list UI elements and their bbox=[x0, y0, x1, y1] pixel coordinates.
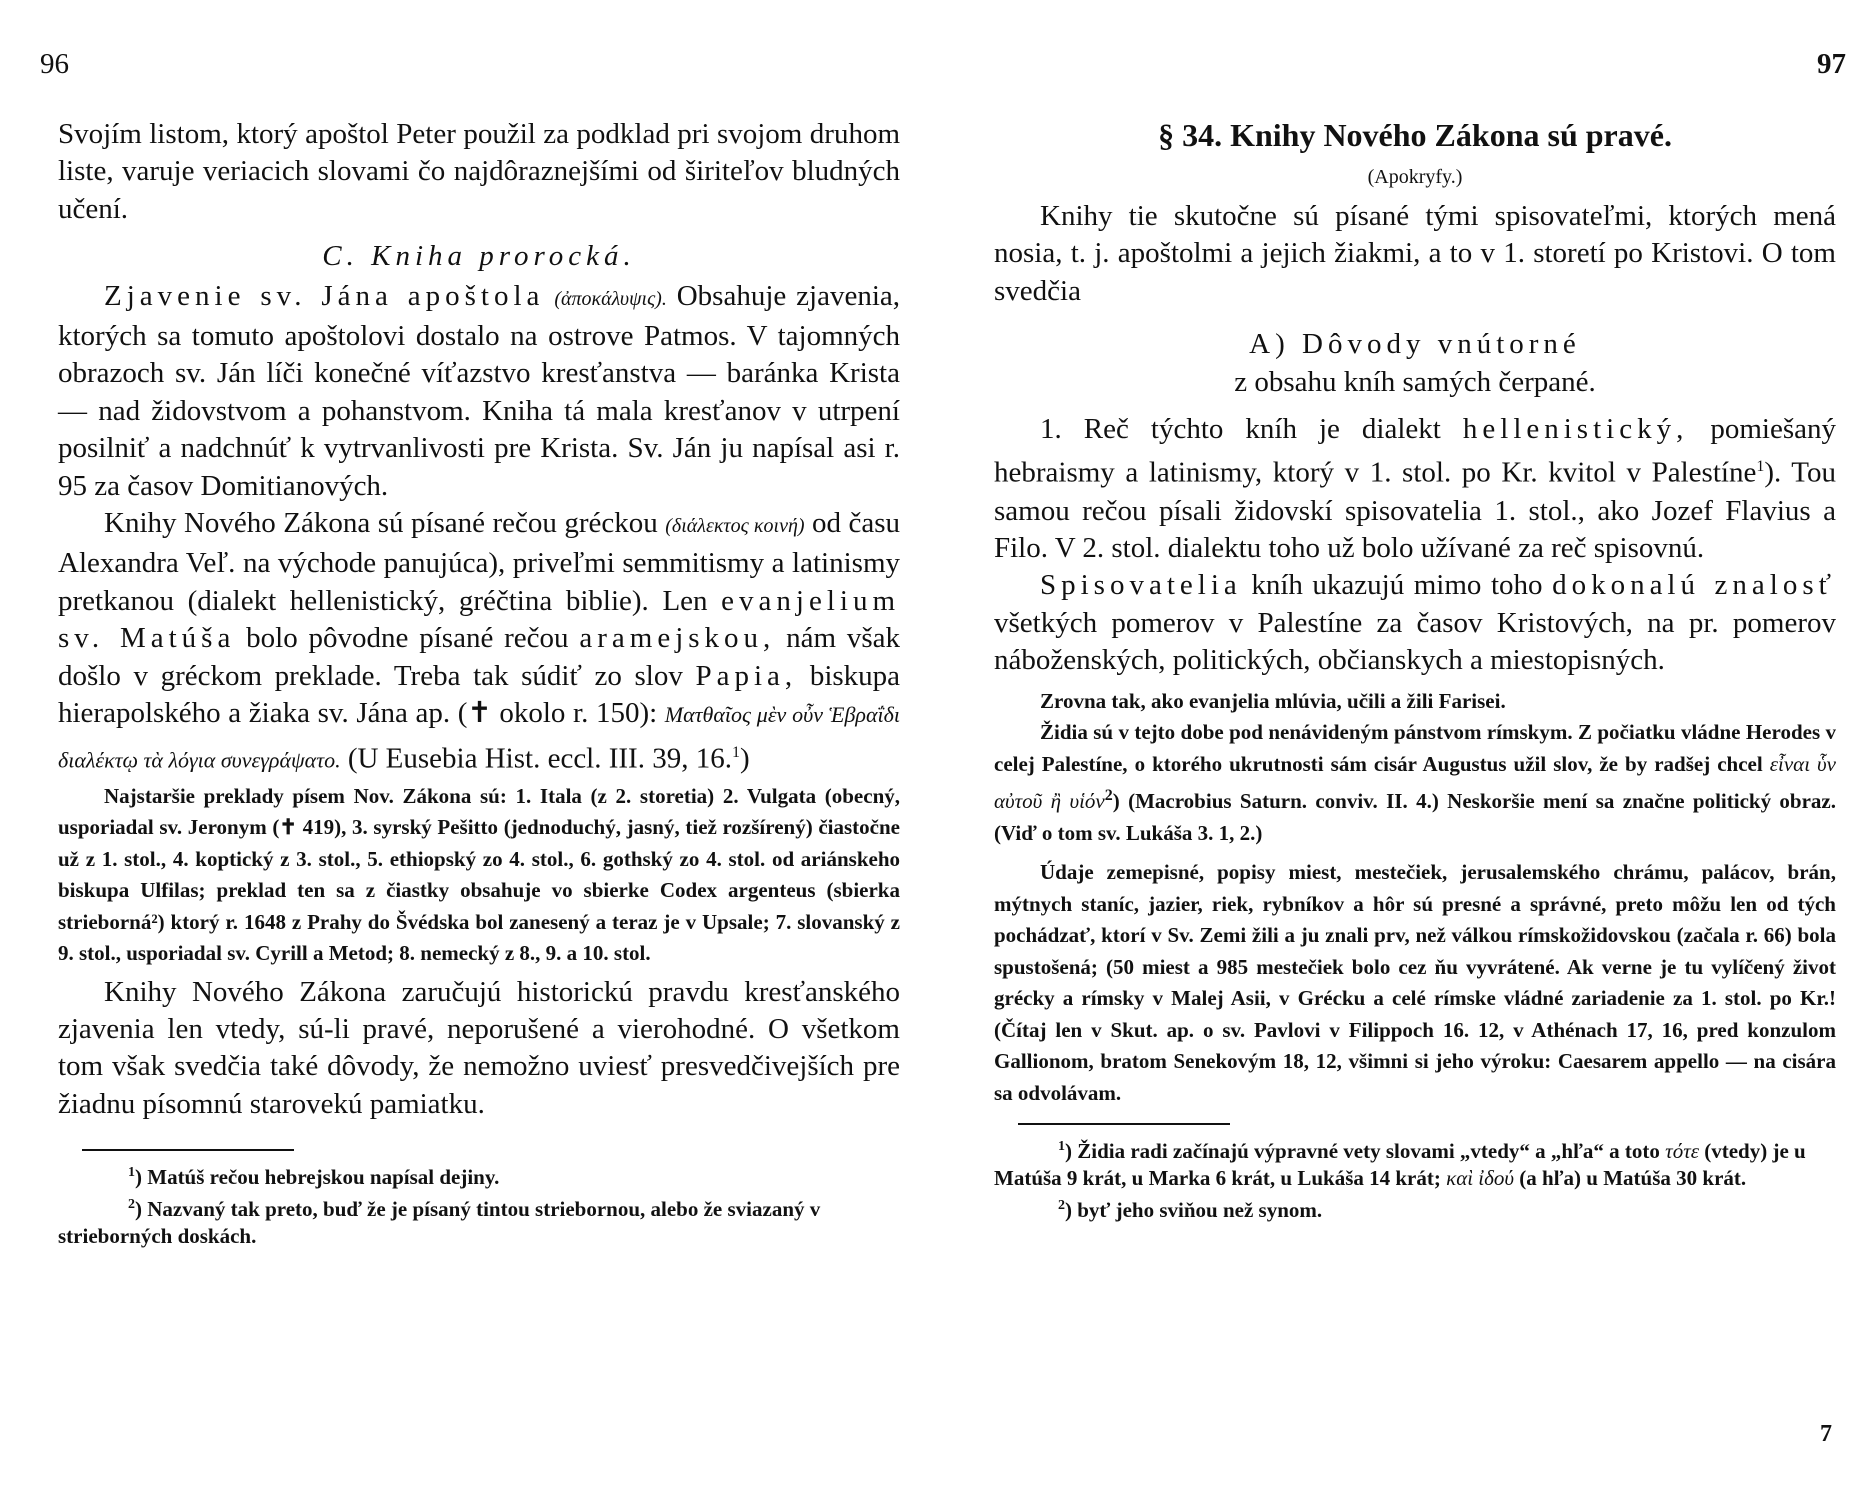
section-heading: A) Dôvody vnútorné bbox=[1249, 328, 1581, 361]
text: ) (Macrobius Saturn. conviv. II. 4.) Neskoršie mení sa značne politický obraz. (Viď o tom sv. Lukáša 3. 1, 2.) bbox=[994, 789, 1837, 845]
signature-mark: 7 bbox=[1820, 1421, 1832, 1447]
footnote-ref: 1 bbox=[731, 743, 740, 761]
paragraph: Knihy tie skutočne sú písané tými spisovateľmi, ktorých mená nosia, t. j. apoštolmi a jejich žiakmi, a to v 1. storetí po Kristovi. O tom svedčia bbox=[994, 200, 1836, 307]
footnote bbox=[994, 1133, 1836, 1192]
footnote-number: 2 bbox=[128, 1197, 135, 1213]
footnote-divider bbox=[82, 1149, 294, 1151]
text: Knihy Nového Zákona sú písané rečou gréckou bbox=[104, 507, 658, 540]
text: ) bbox=[739, 742, 750, 775]
text: ). Tou samou rečou písali židovskí spisovatelia 1. stol., ako Jozef Flavius a Filo. V 2. stol. dialektu toho už bolo užívané za reč spisovnú. bbox=[994, 457, 1837, 564]
greek-text: καὶ ἰδού bbox=[1446, 1166, 1515, 1191]
small-print-paragraph: Zrovna tak, ako evanjelia mlúvia, učili a žili Farisei. bbox=[1040, 688, 1506, 713]
small-print-paragraph bbox=[994, 717, 1836, 849]
emphasized-text: Papia, bbox=[695, 659, 798, 692]
emphasized-text: hellenistický, bbox=[1462, 413, 1689, 446]
right-column bbox=[994, 116, 1836, 1224]
footnote-text: (vtedy) je u Matúša 9 krát, u Marka 6 krát, u Lukáša 14 krát; bbox=[994, 1139, 1806, 1191]
footnote-ref: 2 bbox=[1104, 787, 1113, 805]
emphasized-text: aramejskou, bbox=[579, 622, 776, 655]
chapter-subheading: (Apokryfy.) bbox=[1367, 166, 1463, 188]
footnote-text: ) byť jeho sviňou než synom. bbox=[1065, 1198, 1323, 1223]
emphasized-text: Spisovatelia bbox=[1040, 569, 1242, 602]
footnote-number: 2 bbox=[1058, 1198, 1065, 1214]
emphasized-text: evanjelium sv. Matúša bbox=[58, 584, 901, 655]
paragraph bbox=[58, 505, 900, 779]
text: pomiešaný hebraismy a latinismy, ktorý v 1. stol. po Kr. kvitol v Palestíne bbox=[994, 413, 1837, 490]
small-print-paragraph: Údaje zemepisné, popisy miest, mestečiek, jerusalemského chrámu, palácov, brán, mýtnych staníc, jazier, riek, rybníkov a hôr sú presné a správné, preto môžu len od tých pochádzať, ktorí v Sv. Zemi žili a ju znali prv, než válkou rímskožidovskou (začala r. 66) bola spustošená; (50 miest a 985 mestečiek bolo cez ňu vyvrátené. Ak verne je tu vylíčený život grécky a rímsky v Malej Asii, v Grécku a celé rímske vládné zariadenie za 1. stol. po Kr.! (Čítaj len v Skut. ap. o sv. Pavlovi v Filippoch 16. 12, v Athénach 17, 16, pred konzulom Gallionom, bratom Senekovým 18, 12, všimni si jeho výroku: Caesarem appello — na cisára sa odvolávam. bbox=[994, 860, 1836, 1105]
text: Židia sú v tejto dobe pod nenávideným pánstvom rímskym. Z počiatku vládne Herodes v celej Palestíne, o ktorého ukrutnosti sám cisár Augustus užil slov, že by radšej chcel bbox=[994, 720, 1836, 776]
paragraph bbox=[994, 411, 1836, 567]
paragraph bbox=[994, 567, 1836, 679]
footnote bbox=[58, 1159, 900, 1191]
greek-text: εἶναι ὗν αὐτοῦ ἢ υἱόν bbox=[994, 751, 1837, 814]
text: 1. Reč týchto kníh je dialekt bbox=[1040, 413, 1441, 446]
text: biskupa hierapolského a žiaka sv. Jána ap. (✝ okolo r. 150): bbox=[58, 659, 901, 730]
text: kníh ukazujú mimo toho bbox=[1251, 569, 1543, 602]
greek-text: Ματθαῖος μὲν οὖν Ἑβραΐδι διαλέκτῳ τὰ λόγια συνεγράψατο. bbox=[58, 702, 900, 773]
footnote-text: ) Matúš rečou hebrejskou napísal dejiny. bbox=[135, 1165, 500, 1190]
footnote-text: ) Nazvaný tak preto, buď že je písaný tintou striebornou, alebo že sviazaný v strieborných doskách. bbox=[58, 1197, 821, 1249]
footnote-number: 1 bbox=[1058, 1139, 1065, 1155]
text: Obsahuje zjavenia, ktorých sa tomuto apoštolovi dostalo na ostrove Patmos. V tajomných obrazoch sv. Ján líči konečné víťazstvo kresťanstva — baránka Krista — nad židovstvom a pohanstvom. Kniha tá mala kresťanov v utrpení posilniť a nadchnúť k vytrvanlivosti pre Krista. Sv. Ján ju napísal asi r. 95 za časov Domitianových. bbox=[58, 279, 900, 502]
left-column bbox=[58, 116, 900, 1250]
text: od času Alexandra Veľ. na východe panujúca), priveľmi semmitismy a latinismy pretkanou (dialekt hellenistický, gréčtina biblie). Len bbox=[58, 507, 901, 617]
footnote-number: 1 bbox=[128, 1165, 135, 1181]
text: nám však došlo v gréckom preklade. Treba tak súdiť zo slov bbox=[58, 622, 901, 692]
greek-text: τότε bbox=[1665, 1139, 1699, 1164]
paragraph bbox=[58, 278, 900, 505]
footnote-text: (a hľa) u Matúša 30 krát. bbox=[1519, 1166, 1747, 1191]
small-print-paragraph: Najstaršie preklady písem Nov. Zákona sú: 1. Itala (z 2. storetia) 2. Vulgata (obecný, usporiadal sv. Jeronym (✝ 419), 3. syrský Pešitto (jednoduchý, jasný, tiež rozšírený) čiastočne už z 1. stol., 4. koptický z 3. stol., 5. ethiopský zo 4. stol., 6. gothský zo 4. stol. od ariánskeho biskupa Ulfilas; preklad ten sa z čiastky obsahuje vo sbierke Codex argenteus (sbierka strieborná²) ktorý r. 1648 z Prahy do Švédska bol zanesený a teraz je v Upsale; 7. slovanský z 9. stol., usporiadal sv. Cyrill a Metod; 8. nemecký z 8., 9. a 10. stol. bbox=[58, 783, 900, 966]
footnote bbox=[994, 1192, 1836, 1224]
paragraph: Svojím listom, ktorý apoštol Peter použil za podklad pri svojom druhom liste, varuje veriacich slovami čo najdôraznejšími od širiteľov bludných učení. bbox=[58, 118, 900, 225]
greek-text: (διάλεκτος κοινή) bbox=[665, 515, 805, 538]
paragraph: Knihy Nového Zákona zaručujú historickú pravdu kresťanského zjavenia len vtedy, sú-li pravé, neporušené a vierohodné. O všetkom tom však svedčia také dôvody, že nemožno uviesť presvedčivejších pre žiadnu písomnú starovekú pamiatku. bbox=[58, 975, 900, 1120]
emphasized-text: dokonalú znalosť bbox=[1552, 569, 1837, 602]
right-page bbox=[937, 0, 1874, 1500]
chapter-heading: § 34. Knihy Nového Zákona sú pravé. bbox=[1158, 117, 1672, 153]
emphasized-text: Zjavenie sv. Jána apoštola bbox=[104, 279, 545, 312]
footnote-divider bbox=[1018, 1123, 1230, 1125]
footnote bbox=[58, 1191, 900, 1250]
text: všetkých pomerov v Palestíne za časov Kristových, na pr. pomerov náboženských, politických, občianskych a miestopisných. bbox=[994, 606, 1836, 677]
section-subheading: z obsahu kníh samých čerpané. bbox=[1234, 365, 1596, 398]
footnote-text: ) Židia radi začínajú výpravné vety slovami „vtedy“ a „hľa“ a toto bbox=[1065, 1139, 1660, 1164]
text: (U Eusebia Hist. eccl. III. 39, 16. bbox=[347, 742, 732, 775]
footnote-ref: 1 bbox=[1756, 458, 1765, 476]
page-number: 97 bbox=[1817, 48, 1846, 80]
text: bolo pôvodne písané rečou bbox=[246, 622, 569, 655]
page-number: 96 bbox=[40, 48, 69, 80]
greek-text: (ἀποκάλυψις). bbox=[554, 287, 667, 310]
section-heading: C. Kniha prorocká. bbox=[322, 240, 636, 273]
